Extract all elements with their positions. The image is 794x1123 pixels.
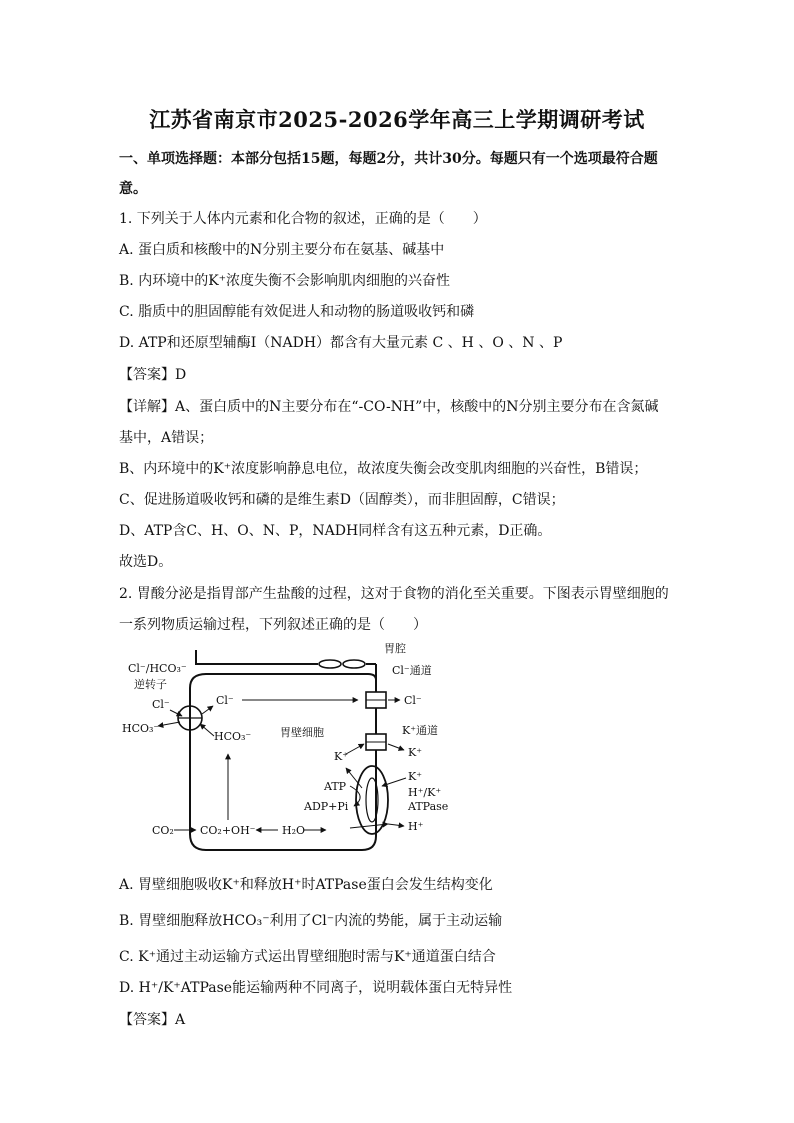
cell-label: 胃壁细胞	[280, 726, 324, 739]
q1-option-d: D. ATP和还原型辅酶Ⅰ（NADH）都含有大量元素 C 、H 、O 、N 、P	[119, 335, 563, 351]
adp-label: ADP+Pi	[304, 800, 349, 813]
cl-out-label: Cl⁻	[404, 694, 422, 707]
q1-detail-line: 【详解】A、蛋白质中的N主要分布在“-CO-NH”中，核酸中的N分别主要分布在含氮碱	[119, 399, 659, 415]
q1-option-b: B. 内环境中的K⁺浓度失衡不会影响肌肉细胞的兴奋性	[119, 273, 451, 289]
hco3-out-label: HCO₃⁻	[122, 722, 160, 735]
co2-label: CO₂	[152, 824, 174, 837]
h2o-label: H₂O	[282, 824, 306, 837]
pump-label-1: H⁺/K⁺	[408, 786, 442, 799]
q2-option-b: B. 胃壁细胞释放HCO₃⁻利用了Cl⁻内流的势能，属于主动运输	[119, 913, 503, 929]
pump-label-2: ATPase	[408, 800, 449, 813]
k-out-label: K⁺	[408, 746, 423, 759]
q2-option-a: A. 胃壁细胞吸收K⁺和释放H⁺时ATPase蛋白会发生结构变化	[119, 877, 493, 893]
q1-stem: 1. 下列关于人体内元素和化合物的叙述，正确的是（ ）	[119, 211, 487, 227]
atpase-pump-icon	[356, 766, 388, 834]
q1-detail-line: B、内环境中的K⁺浓度影响静息电位，故浓度失衡会改变肌肉细胞的兴奋性，B错误；	[119, 461, 648, 477]
k-in-label: K⁺	[334, 750, 349, 763]
q1-answer: 【答案】D	[119, 367, 187, 383]
tight-junction	[319, 660, 341, 668]
cl-in-label: Cl⁻	[152, 698, 170, 711]
q2-stem-line1: 2. 胃酸分泌是指胃部产生盐酸的过程，这对于食物的消化至关重要。下图表示胃壁细胞的	[119, 586, 669, 602]
h-out-label: H⁺	[408, 820, 424, 833]
parietal-cell-diagram	[118, 640, 478, 865]
q2-option-c: C. K⁺通过主动运输方式运出胃壁细胞时需与K⁺通道蛋白结合	[119, 949, 496, 965]
q2-option-d: D. H⁺/K⁺ATPase能运输两种不同离子，说明载体蛋白无特异性	[119, 980, 513, 996]
atp-label: ATP	[324, 780, 347, 793]
q1-detail-line: D、ATP含C、H、O、N、P，NADH同样含有这五种元素，D正确。	[119, 523, 552, 539]
section-header-line1: 一、单项选择题：本部分包括15题，每题2分，共计30分。每题只有一个选项最符合题	[119, 151, 658, 167]
tight-junction	[343, 660, 365, 668]
k-channel-label: K⁺通道	[402, 724, 439, 737]
q2-answer: 【答案】A	[119, 1012, 186, 1028]
q1-option-c: C. 脂质中的胆固醇能有效促进人和动物的肠道吸收钙和磷	[119, 304, 475, 320]
q1-detail-line: 故选D。	[119, 554, 173, 570]
hco3-in-label: HCO₃⁻	[214, 730, 252, 743]
page-title: 江苏省南京市2025-2026学年高三上学期调研考试	[149, 107, 645, 132]
antiporter-label-1: Cl⁻/HCO₃⁻	[128, 662, 187, 675]
cl-mid-label: Cl⁻	[216, 694, 234, 707]
lumen-label: 胃腔	[384, 642, 406, 655]
co2-oh-label: CO₂+OH⁻	[200, 824, 256, 837]
section-header-line2: 意。	[119, 181, 147, 197]
antiporter-label-2: 逆转子	[134, 678, 167, 691]
k-up-label: K⁺	[408, 770, 423, 783]
lumen-boundary	[196, 650, 318, 664]
q2-stem-line2: 一系列物质运输过程，下列叙述正确的是（ ）	[119, 617, 427, 633]
q1-detail-line: 基中，A错误；	[119, 430, 214, 446]
cl-channel-label: Cl⁻通道	[392, 664, 432, 677]
q1-detail-line: C、促进肠道吸收钙和磷的是维生素D（固醇类），而非胆固醇，C错误；	[119, 492, 565, 508]
q1-option-a: A. 蛋白质和核酸中的N分别主要分布在氨基、碱基中	[119, 242, 445, 258]
